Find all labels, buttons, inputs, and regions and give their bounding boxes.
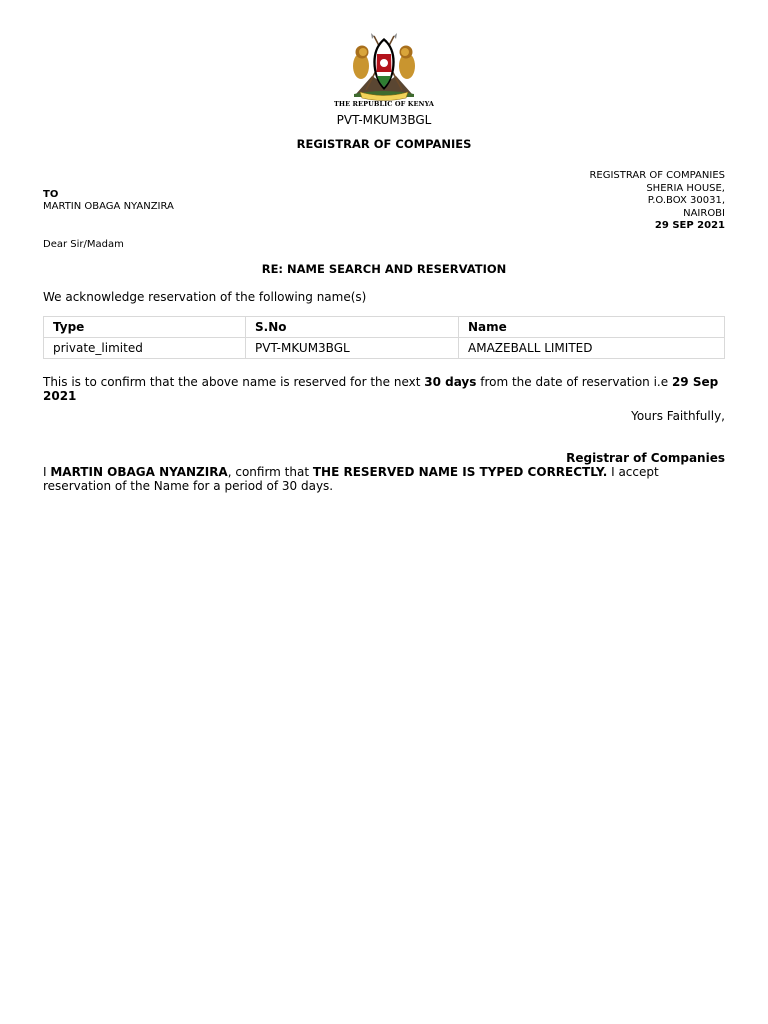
republic-caption: THE REPUBLIC OF KENYA [333,100,435,108]
address-line: NAIROBI [683,207,725,219]
declaration-text: I [43,465,51,479]
declaration-paragraph [43,465,725,493]
address-line: REGISTRAR OF COMPANIES [589,170,725,181]
column-header-name: Name [459,317,725,338]
intro-text: We acknowledge reservation of the following name(s) [43,290,367,304]
signatory-title: Registrar of Companies [566,451,725,465]
confirmation-paragraph [43,375,725,403]
column-header-type: Type [44,317,246,338]
closing-line: Yours Faithfully, [631,409,725,423]
kenya-coat-of-arms-icon [344,32,424,102]
reservation-date: 29 Sep 2021 [43,375,719,403]
cell-sno: PVT-MKUM3BGL [246,338,459,359]
reserved-names-table [43,316,725,359]
declaration-text: , confirm that [227,465,313,479]
address-line: SHERIA HOUSE, [646,182,725,194]
column-header-sno: S.No [246,317,459,338]
recipient-label: TO [43,189,59,200]
declaration-statement: THE RESERVED NAME IS TYPED CORRECTLY. [312,465,608,479]
letter-subject: RE: NAME SEARCH AND RESERVATION [261,262,507,276]
cell-type: private_limited [44,338,246,359]
letter-page [43,0,725,1024]
table-header-row [44,317,725,338]
letterhead-title: REGISTRAR OF COMPANIES [296,137,472,151]
letter-date: 29 SEP 2021 [654,220,725,232]
confirmation-text: from the date of reservation i.e [476,375,672,389]
declarant-name: MARTIN OBAGA NYANZIRA [50,465,228,479]
address-line: P.O.BOX 30031, [647,195,725,207]
salutation: Dear Sir/Madam [43,239,124,250]
cell-name: AMAZEBALL LIMITED [459,338,725,359]
reservation-period: 30 days [424,375,477,389]
declaration-text: I accept reservation of the Name for a period of 30 days. [43,465,659,493]
reference-number: PVT-MKUM3BGL [336,113,432,127]
recipient-name: MARTIN OBAGA NYANZIRA [43,201,174,212]
confirmation-text: This is to confirm that the above name is reserved for the next [43,375,425,389]
sender-address [589,170,725,233]
table-row [44,338,725,359]
